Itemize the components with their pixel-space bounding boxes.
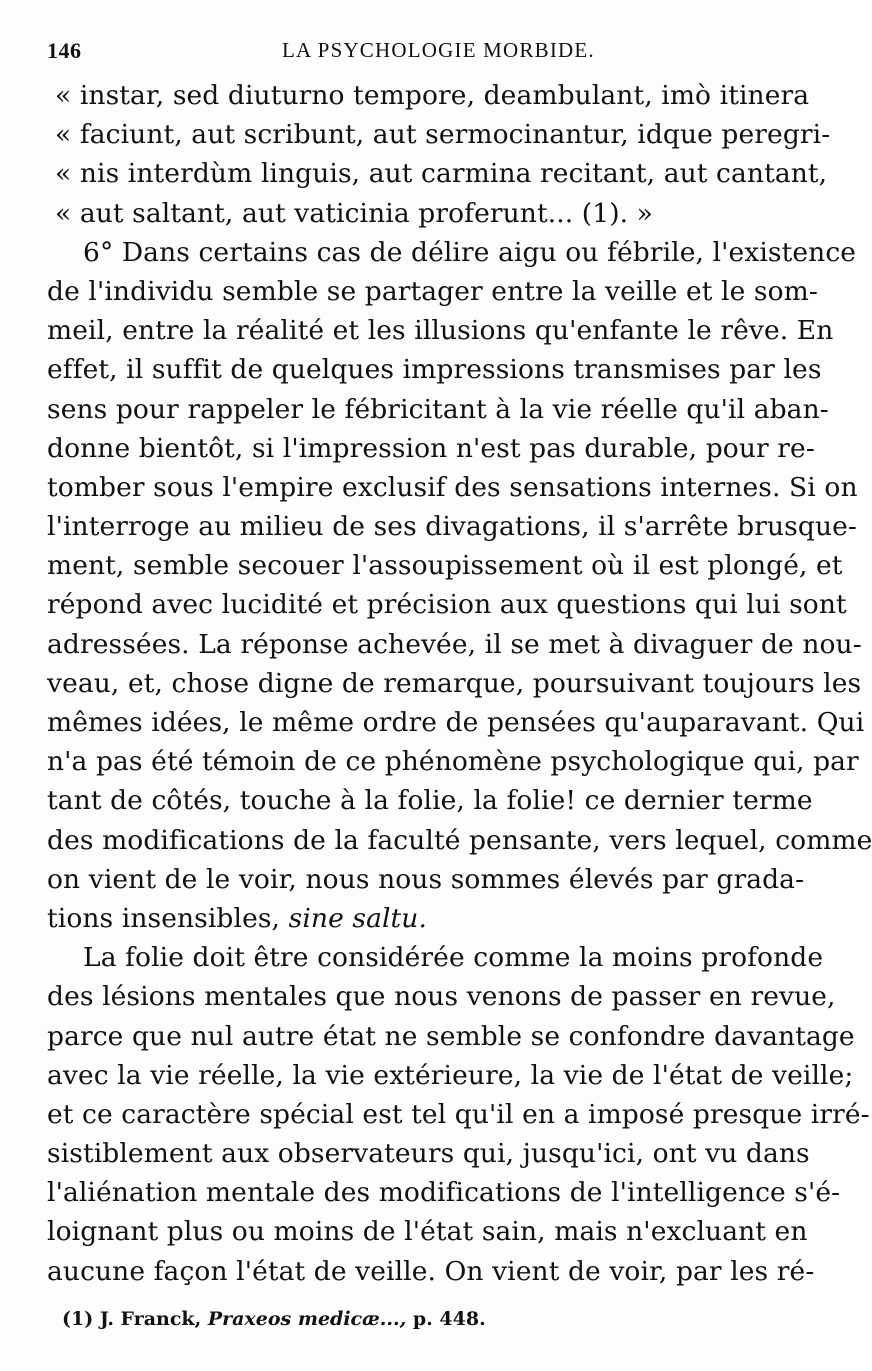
footnote-lead: (1) J. Franck, bbox=[62, 1308, 202, 1330]
text-line: avec la vie réelle, la vie extérieure, la vie de l'état de veille; bbox=[47, 1059, 854, 1091]
text-line: répond avec lucidité et précision aux questions qui lui sont bbox=[47, 589, 847, 621]
text-line: sens pour rappeler le fébricitant à la vie réelle qu'il aban- bbox=[47, 393, 829, 425]
text-line: l'aliénation mentale des modifications de l'intelligence s'é- bbox=[47, 1177, 841, 1209]
paragraph-start: La folie doit être considérée comme la moins profonde bbox=[83, 942, 824, 974]
text-line: des modifications de la faculté pensante, vers lequel, comme bbox=[47, 824, 872, 856]
text-line: on vient de le voir, nous nous sommes élevés par grada- bbox=[47, 863, 805, 895]
text-line: l'interroge au milieu de ses divagations, il s'arrête brusque- bbox=[47, 511, 857, 543]
text-line: et ce caractère spécial est tel qu'il en a imposé presque irré- bbox=[47, 1098, 870, 1130]
text-line: donne bientôt, si l'impression n'est pas durable, pour re- bbox=[47, 432, 815, 464]
text-line: n'a pas été témoin de ce phénomène psychologique qui, par bbox=[47, 746, 859, 778]
running-title: LA PSYCHOLOGIE MORBIDE. bbox=[282, 38, 595, 62]
italic-phrase: sine saltu. bbox=[288, 902, 427, 934]
footnote-title: Praxeos medicæ..., bbox=[207, 1308, 407, 1330]
text-line: tomber sous l'empire exclusif des sensations internes. Si on bbox=[47, 471, 858, 503]
text-line: « instar, sed diuturno tempore, deambulant, imò itinera bbox=[55, 80, 810, 111]
text-line: ment, semble secouer l'assoupissement où il est plongé, et bbox=[47, 550, 843, 582]
text-line-with-italic bbox=[47, 899, 787, 938]
text-line: des lésions mentales que nous venons de passer en revue, bbox=[47, 981, 836, 1013]
text-fragment: tions insensibles, bbox=[47, 902, 281, 934]
text-line: meil, entre la réalité et les illusions qu'enfante le rêve. En bbox=[47, 315, 834, 347]
text-line: sistiblement aux observateurs qui, jusqu'ici, ont vu dans bbox=[47, 1138, 810, 1170]
page-header bbox=[47, 30, 780, 70]
footnote bbox=[62, 1304, 762, 1334]
text-line: parce que nul autre état ne semble se confondre davantage bbox=[47, 1020, 855, 1052]
text-line: adressées. La réponse achevée, il se met à divaguer de nou- bbox=[47, 628, 862, 660]
paragraph-start: 6° Dans certains cas de délire aigu ou fébrile, l'existence bbox=[83, 236, 857, 268]
text-line: « nis interdùm linguis, aut carmina recitant, aut cantant, bbox=[55, 158, 828, 190]
text-line: effet, il suffit de quelques impressions transmises par les bbox=[47, 354, 822, 386]
text-line: aucune façon l'état de veille. On vient de voir, par les ré- bbox=[47, 1255, 815, 1287]
text-line: « faciunt, aut scribunt, aut sermocinantur, idque peregri- bbox=[55, 119, 831, 151]
text-line: de l'individu semble se partager entre la veille et le som- bbox=[47, 275, 818, 307]
text-line: veau, et, chose digne de remarque, poursuivant toujours les bbox=[47, 667, 862, 699]
footnote-page: p. 448. bbox=[412, 1308, 486, 1330]
text-line: mêmes idées, le même ordre de pensées qu'auparavant. Qui bbox=[47, 707, 865, 738]
page-number: 146 bbox=[47, 38, 82, 63]
text-line: loignant plus ou moins de l'état sain, mais n'excluant en bbox=[47, 1216, 808, 1248]
text-line: tant de côtés, touche à la folie, la folie! ce dernier terme bbox=[47, 785, 813, 817]
text-line: « aut saltant, aut vaticinia proferunt... (1). » bbox=[55, 197, 653, 229]
body-text bbox=[47, 76, 872, 1291]
